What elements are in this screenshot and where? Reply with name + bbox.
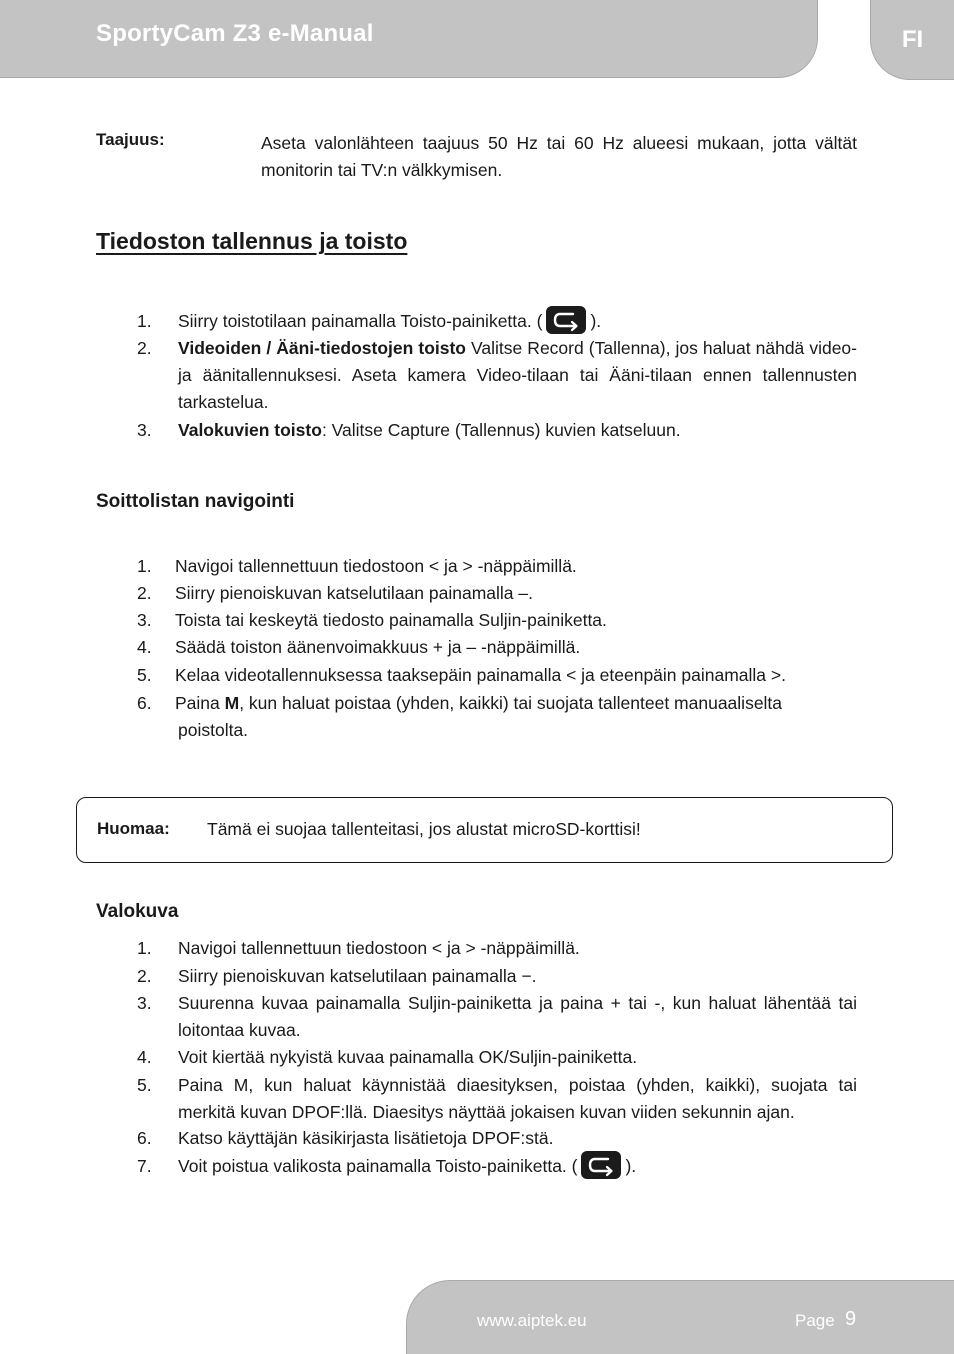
header-title: SportyCam Z3 e-Manual bbox=[96, 20, 374, 47]
note-box bbox=[76, 797, 893, 863]
frequency-definition: Aseta valonlähteen taajuus 50 Hz tai 60 Hz alueesi mukaan, jotta vältät monitorin tai TV:n välkkymisen. bbox=[261, 133, 857, 180]
list-number: 2. bbox=[137, 966, 152, 986]
item-text: Valitse Record (Tallenna), jos haluat nähdä video- ja äänitallennuksesi. Aseta kamera Video-tilaan tai Ääni-tilaan ennen tallennusten tarkastelua. bbox=[178, 338, 857, 412]
item-bold: Valokuvien toisto bbox=[178, 420, 322, 440]
item-text: ). bbox=[625, 1156, 637, 1176]
list-number: 7. bbox=[137, 1156, 152, 1176]
list-item: Navigoi tallennettuun tiedostoon < ja > -näppäimillä. bbox=[175, 556, 577, 576]
item-bold: M bbox=[224, 693, 240, 713]
list-number: 4. bbox=[137, 637, 152, 657]
list-item bbox=[178, 1153, 857, 1181]
list-number: 1. bbox=[137, 938, 152, 958]
header-bar bbox=[0, 0, 818, 78]
list-item: Toista tai keskeytä tiedosto painamalla Suljin-painiketta. bbox=[175, 610, 607, 630]
list-item bbox=[178, 335, 857, 416]
list-item: Siirry pienoiskuvan katselutilaan painamalla −. bbox=[178, 966, 537, 986]
list-item: Navigoi tallennettuun tiedostoon < ja > -näppäimillä. bbox=[178, 938, 580, 958]
frequency-term: Taajuus: bbox=[96, 130, 165, 149]
section-title-playlist: Soittolistan navigointi bbox=[96, 491, 295, 512]
note-label: Huomaa: bbox=[97, 819, 170, 838]
footer-page-label: Page bbox=[795, 1311, 835, 1330]
footer-bar bbox=[406, 1280, 954, 1354]
section-title-photo: Valokuva bbox=[96, 901, 179, 922]
item-text: Siirry toistotilaan painamalla Toisto-painiketta. ( bbox=[178, 311, 543, 331]
list-number: 6. bbox=[137, 693, 152, 713]
list-item bbox=[175, 690, 875, 717]
section-title-recording: Tiedoston tallennus ja toisto bbox=[96, 228, 408, 254]
item-text: Voit poistua valikosta painamalla Toisto-painiketta. ( bbox=[178, 1156, 578, 1176]
list-item: Voit kiertää nykyistä kuvaa painamalla OK/Suljin-painiketta. bbox=[178, 1047, 638, 1067]
list-number: 2. bbox=[137, 338, 152, 358]
list-number: 3. bbox=[137, 610, 152, 630]
list-item: Suurenna kuvaa painamalla Suljin-painiketta ja paina + tai -, kun haluat lähentää tai loitontaa kuvaa. bbox=[178, 993, 857, 1040]
list-number: 5. bbox=[137, 1075, 152, 1095]
list-item: Paina M, kun haluat käynnistää diaesityksen, poistaa (yhden, kaikki), suojata tai merkitä kuvan DPOF:llä. Diaesitys näyttää jokaisen kuvan viiden sekunnin ajan. bbox=[178, 1075, 857, 1122]
list-number: 1. bbox=[137, 311, 152, 331]
list-item bbox=[178, 417, 857, 444]
list-number: 2. bbox=[137, 583, 152, 603]
item-text: : Valitse Capture (Tallennus) kuvien katseluun. bbox=[321, 420, 681, 440]
list-number: 4. bbox=[137, 1047, 152, 1067]
list-number: 5. bbox=[137, 665, 152, 685]
item-text: ). bbox=[590, 311, 602, 331]
footer-page-number: 9 bbox=[845, 1308, 857, 1330]
note-text: Tämä ei suojaa tallenteitasi, jos alustat microSD-korttisi! bbox=[207, 819, 641, 839]
list-item: Siirry pienoiskuvan katselutilaan painamalla –. bbox=[175, 583, 533, 603]
footer-url[interactable]: www.aiptek.eu bbox=[477, 1311, 587, 1330]
item-bold: Videoiden / Ääni-tiedostojen toisto bbox=[178, 338, 466, 358]
list-item-continuation: poistolta. bbox=[178, 720, 249, 740]
list-item: Katso käyttäjän käsikirjasta lisätietoja DPOF:stä. bbox=[178, 1128, 554, 1148]
list-number: 1. bbox=[137, 556, 152, 576]
list-item bbox=[178, 308, 858, 336]
list-item: Kelaa videotallennuksessa taaksepäin painamalla < ja eteenpäin painamalla >. bbox=[175, 665, 786, 685]
list-number: 3. bbox=[137, 420, 152, 440]
playback-button-icon bbox=[546, 306, 586, 334]
list-number: 6. bbox=[137, 1128, 152, 1148]
playback-button-icon bbox=[581, 1151, 621, 1179]
item-text: , kun haluat poistaa (yhden, kaikki) tai suojata tallenteet manuaaliselta bbox=[239, 693, 783, 713]
list-item: Säädä toiston äänenvoimakkuus + ja – -näppäimillä. bbox=[175, 637, 581, 657]
language-tab: FI bbox=[870, 0, 954, 80]
item-text: Paina bbox=[175, 693, 225, 713]
list-number: 3. bbox=[137, 993, 152, 1013]
